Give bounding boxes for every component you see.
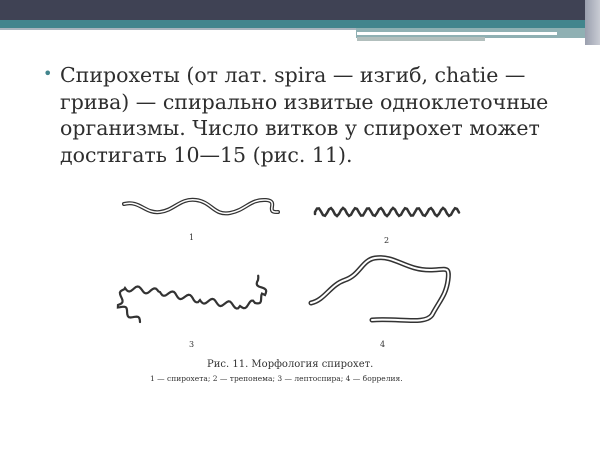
text-line: достигать 10—15 (рис. 11). bbox=[60, 142, 353, 167]
text-line: Спирохеты (от лат. spira — изгиб, chatie — bbox=[60, 63, 526, 87]
figure-label-4: 4 bbox=[380, 340, 386, 349]
bullet-icon: • bbox=[43, 64, 53, 83]
figure-caption-legend: 1 — спирохета; 2 — трепонема; 3 — лептоспира; 4 — боррелия. bbox=[150, 374, 403, 383]
borrelia-4-inner bbox=[311, 258, 448, 321]
figure-label-1: 1 bbox=[189, 233, 195, 242]
leptospira-3 bbox=[118, 276, 266, 322]
figure-label-2: 2 bbox=[384, 236, 390, 245]
text-line: грива) — спирально извитые одноклеточные bbox=[60, 89, 549, 114]
treponema-2 bbox=[315, 208, 459, 216]
figure-label-3: 3 bbox=[189, 340, 195, 349]
text-line: организмы. Число витков у спирохет может bbox=[60, 116, 540, 140]
figure-caption-title: Рис. 11. Морфология спирохет. bbox=[207, 359, 374, 370]
